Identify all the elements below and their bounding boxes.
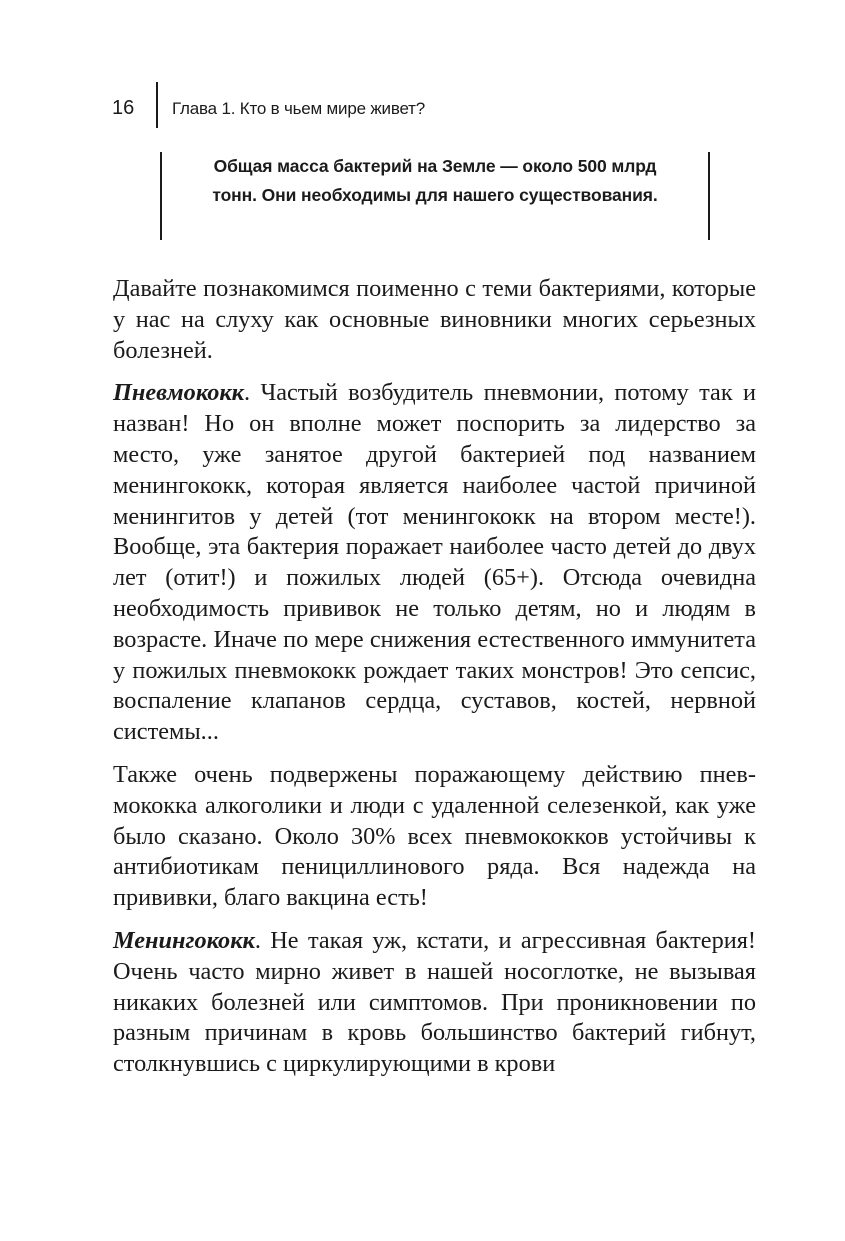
header-divider <box>156 82 158 128</box>
page-header <box>0 92 845 132</box>
term-meningococcus: Менингококк <box>113 926 255 954</box>
paragraph-text: Также очень подвержены поражающему действию пневмококка алкоголики и люди с удаленной селезенкой, как уже было сказано. Около 30% всех пневмококков устойчивы к антибиотикам пенициллинового ряда. Вся надежда на прививки, благо вакцина есть! <box>113 760 756 912</box>
callout-right-rule <box>708 152 710 240</box>
paragraph-text: . Частый возбудитель пневмонии, потому так и назван! Но он вполне может поспорить за лидерство за место, уже занятое другой бактерией под названием менингококк, которая является наиболее частой причиной менингитов у детей (тот менингококк на втором месте!). Вообще, эта бактерия поражает наиболее часто детей до двух лет (отит!) и пожилых людей (65+). Отсюда очевидна необходимость прививок не только детям, но и людям в возрасте. Иначе по мере снижения естественного иммунитета у пожилых пневмококк рождает таких монстров! Это сепсис, воспаление клапанов сердца, суставов, костей, нервной системы... <box>113 379 756 746</box>
term-pneumococcus: Пневмококк <box>113 379 244 407</box>
body-text <box>113 274 756 1092</box>
running-head: Глава 1. Кто в чьем мире живет? <box>172 99 426 118</box>
callout-left-rule <box>160 152 162 240</box>
paragraph-intro <box>113 274 756 366</box>
paragraph-text: . Не такая уж, кстати, и агрессивная бактерия! Очень часто мирно живет в нашей носоглотке, не вызывая никаких болезней или симптомов. При проникновении по разным причинам в кровь большинство бактерий гибнут, столкнувшись с циркулирующими в крови <box>113 926 756 1078</box>
paragraph-risk-groups <box>113 760 756 914</box>
callout-text: Общая масса бактерий на Земле — около 500 млрд тонн. Они необходимы для нашего существования. <box>212 156 658 205</box>
callout-box <box>160 152 710 240</box>
paragraph-pneumococcus <box>113 378 756 748</box>
paragraph-text: Давайте познакомимся поименно с теми бактериями, которые у нас на слуху как основные виновники многих серьезных болезней. <box>113 275 756 364</box>
paragraph-meningococcus <box>113 926 756 1080</box>
page-number: 16 <box>112 97 135 119</box>
